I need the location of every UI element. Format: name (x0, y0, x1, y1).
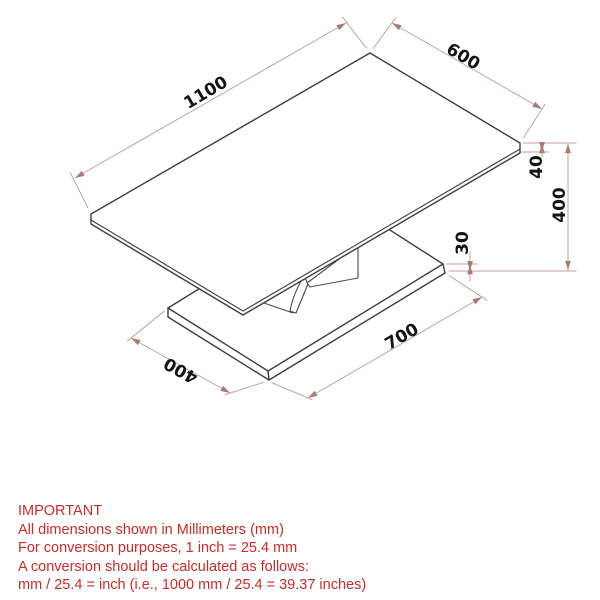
dim-tabletop-length-label: 1100 (180, 72, 232, 114)
dim-tabletop-thickness-label: 40 (527, 155, 547, 179)
notes-block (18, 502, 366, 595)
dim-base-thickness-label: 30 (453, 231, 473, 255)
dim-tabletop-depth-label: 600 (442, 39, 484, 75)
notes-title: IMPORTANT (18, 503, 103, 519)
note-line: For conversion purposes, 1 inch = 25.4 mm (18, 540, 298, 556)
dim-base-length-label: 700 (381, 319, 423, 355)
note-line: All dimensions shown in Millimeters (mm) (18, 521, 284, 538)
tabletop-slab (91, 53, 520, 315)
dim-table-height-label: 400 (550, 187, 570, 223)
note-line: mm / 25.4 = inch (i.e., 1000 mm / 25.4 = 39.37 inches) (18, 577, 367, 593)
note-line: A conversion should be calculated as follows: (18, 558, 309, 575)
dim-base-width-label: 400 (160, 352, 202, 388)
